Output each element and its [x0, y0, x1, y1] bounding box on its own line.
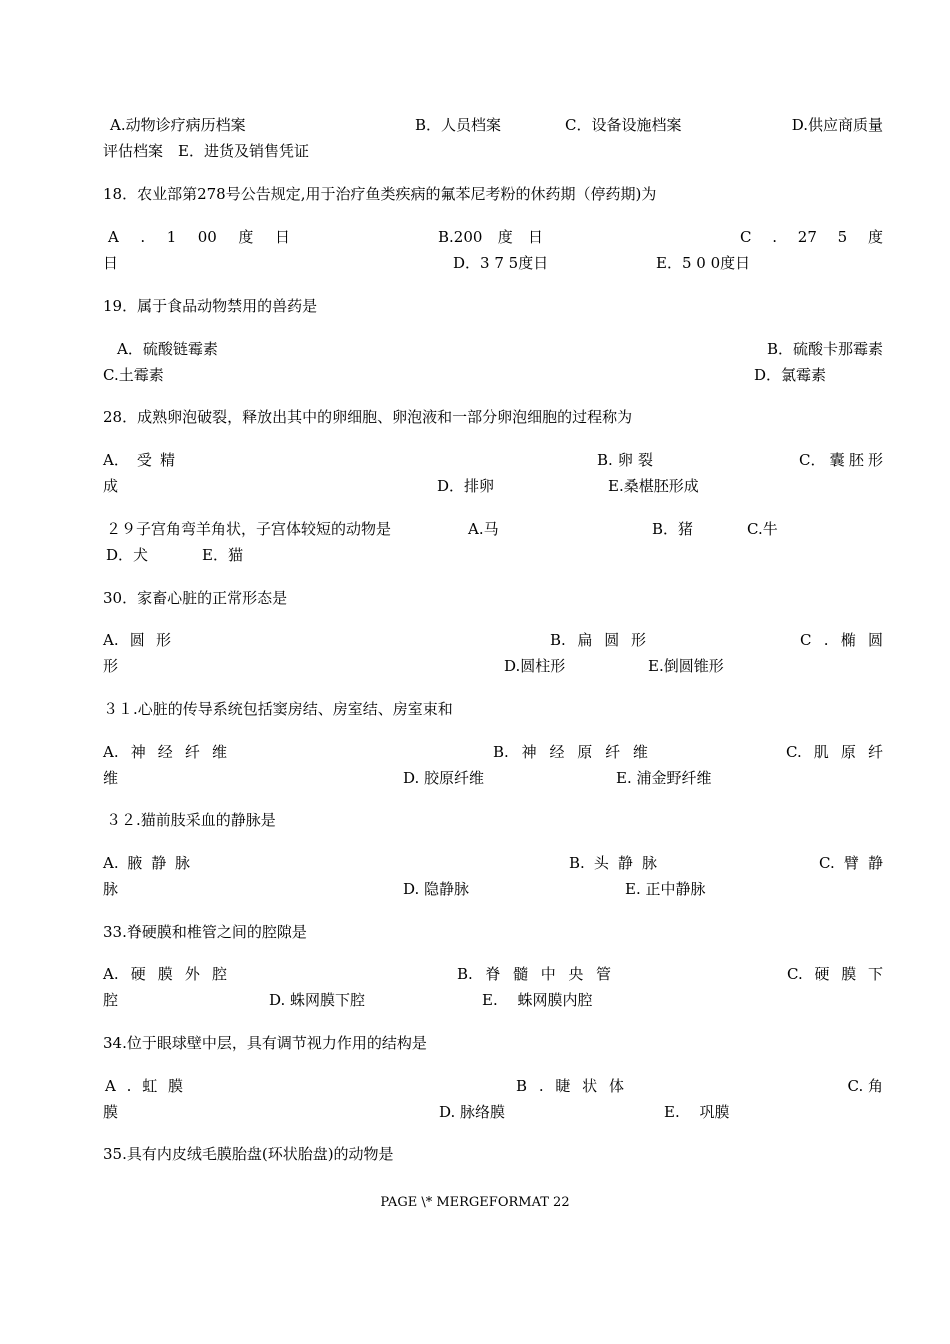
q19-stem: 19．属于食品动物禁用的兽药是 — [103, 297, 318, 315]
q30-stem: 30．家畜心脏的正常形态是 — [103, 589, 288, 607]
q34-option-c: C. 角 — [847, 1077, 883, 1095]
q32-stem-text: ３２.猫前肢采血的静脉是 — [106, 811, 276, 829]
q31-option-d: D. 胶原纤维 — [403, 769, 485, 787]
q29-option-c: C.牛 — [747, 520, 778, 538]
q19-options-line2 — [103, 364, 883, 386]
q33-options-line1 — [103, 963, 883, 985]
q31-option-e: E. 浦金野纤维 — [616, 769, 712, 787]
q19-option-c: C.土霉素 — [103, 366, 164, 384]
q31-options-line2 — [103, 767, 883, 789]
q33-option-b: B. 脊 髓 中 央 管 — [457, 965, 611, 983]
q32-option-d: D. 隐静脉 — [403, 880, 470, 898]
q33-stem: 33.脊硬膜和椎管之间的腔隙是 — [103, 923, 307, 941]
q30-option-c-tail: 形 — [103, 657, 119, 675]
q34-stem: 34.位于眼球壁中层，具有调节视力作用的结构是 — [103, 1034, 427, 1052]
q28-stem: 28．成熟卵泡破裂，释放出其中的卵细胞、卵泡液和一部分卵泡细胞的过程称为 — [103, 408, 633, 426]
q19-option-a: A．硫酸链霉素 — [117, 340, 218, 358]
q31-stem: ３１.心脏的传导系统包括窦房结、房室结、房室束和 — [103, 700, 453, 718]
q29-stem: ２９子宫角弯羊角状，子宫体较短的动物是 — [106, 520, 392, 538]
q32-option-c-tail: 脉 — [103, 880, 119, 898]
q34-option-a: A . 虹 膜 — [105, 1077, 183, 1095]
q30-option-d: D.圆柱形 — [504, 657, 566, 675]
q30-options-line2 — [103, 655, 883, 677]
q28-option-d: D．排卵 — [437, 477, 495, 495]
q32-option-e: E. 正中静脉 — [625, 880, 706, 898]
page-footer: PAGE \* MERGEFORMAT 22 — [380, 1195, 570, 1210]
q18-option-e: E．5 0 0度日 — [656, 254, 751, 272]
q18-stem: 18．农业部第278号公告规定,用于治疗鱼类疾病的氟苯尼考粉的休药期（停药期)为 — [103, 185, 657, 203]
q18-option-c: C . 27 5 度 — [740, 228, 883, 246]
q34-options-line1 — [103, 1075, 883, 1097]
q19-option-b: B．硫酸卡那霉素 — [766, 340, 883, 358]
q33-option-a: A. 硬 膜 外 腔 — [103, 965, 227, 983]
q31-options-line1 — [103, 741, 883, 763]
q34-option-d: D. 脉络膜 — [439, 1103, 506, 1121]
q28-option-e: E.桑椹胚形成 — [608, 477, 699, 495]
q28-option-c-tail: 成 — [103, 477, 119, 495]
q31-option-a: A. 神 经 纤 维 — [103, 743, 227, 761]
q31-option-b: B. 神 经 原 纤 维 — [493, 743, 648, 761]
q17-options-line1 — [103, 114, 883, 136]
q34-option-b: B . 睫 状 体 — [516, 1077, 624, 1095]
q32-options-line1 — [103, 852, 883, 874]
q33-option-c-tail: 腔 — [103, 991, 119, 1009]
q28-option-b: B. 卵 裂 — [597, 451, 653, 469]
q17-option-d: D.供应商质量 — [791, 116, 883, 134]
q29-option-d: D．犬 — [106, 546, 149, 564]
q33-option-d: D. 蛛网膜下腔 — [269, 991, 366, 1009]
q33-option-e: E. 蛛网膜内腔 — [482, 991, 593, 1009]
q19-option-d: D．氯霉素 — [754, 366, 827, 384]
q17-options-line2 — [103, 140, 883, 162]
q32-option-c: C. 臂 静 — [819, 854, 883, 872]
q18-option-a: A . 1 00 度 日 — [108, 228, 290, 246]
q34-option-e: E. 巩膜 — [664, 1103, 730, 1121]
q34-options-line2 — [103, 1101, 883, 1123]
q30-option-b: B. 扁 圆 形 — [550, 631, 646, 649]
q32-option-b: B. 头 静 脉 — [569, 854, 657, 872]
q30-options-line1 — [103, 629, 883, 651]
q18-option-b: B.200 度 日 — [438, 228, 543, 246]
q18-option-c-tail: 日 — [103, 254, 119, 272]
q31-option-c: C. 肌 原 纤 — [786, 743, 883, 761]
q17-option-b: B．人员档案 — [415, 116, 502, 134]
q29-option-e: E．猫 — [202, 546, 243, 564]
q28-option-c: C． 囊 胚 形 — [799, 451, 883, 469]
q29-option-a: A.马 — [468, 520, 499, 538]
q30-option-e: E.倒圆锥形 — [648, 657, 724, 675]
q30-option-a: A. 圆 形 — [103, 631, 171, 649]
q28-options-line2 — [103, 475, 883, 497]
q17-option-e-line: 评估档案 E．进货及销售凭证 — [103, 142, 309, 160]
q19-options-line1 — [103, 338, 883, 360]
q33-option-c: C. 硬 膜 下 — [787, 965, 883, 983]
q29-line1 — [103, 518, 883, 540]
q32-options-line2 — [103, 878, 883, 900]
q33-options-line2 — [103, 989, 883, 1011]
q35-stem: 35.具有内皮绒毛膜胎盘(环状胎盘)的动物是 — [103, 1145, 394, 1163]
q31-option-c-tail: 维 — [103, 769, 119, 787]
q17-option-a: A.动物诊疗病历档案 — [110, 116, 246, 134]
q18-option-d: D．3 7 5度日 — [453, 254, 549, 272]
q28-option-a: A． 受 精 — [103, 451, 175, 469]
q29-line2 — [103, 544, 883, 566]
q18-options-line1 — [103, 226, 883, 248]
q17-option-c: C．设备设施档案 — [565, 116, 682, 134]
q18-options-line2 — [103, 252, 883, 274]
q28-options-line1 — [103, 449, 883, 471]
q34-option-c-tail: 膜 — [103, 1103, 119, 1121]
q29-option-b: B．猪 — [652, 520, 694, 538]
q32-option-a: A. 腋 静 脉 — [103, 854, 190, 872]
q32-stem — [103, 809, 883, 831]
q30-option-c: C . 椭 圆 — [800, 631, 883, 649]
